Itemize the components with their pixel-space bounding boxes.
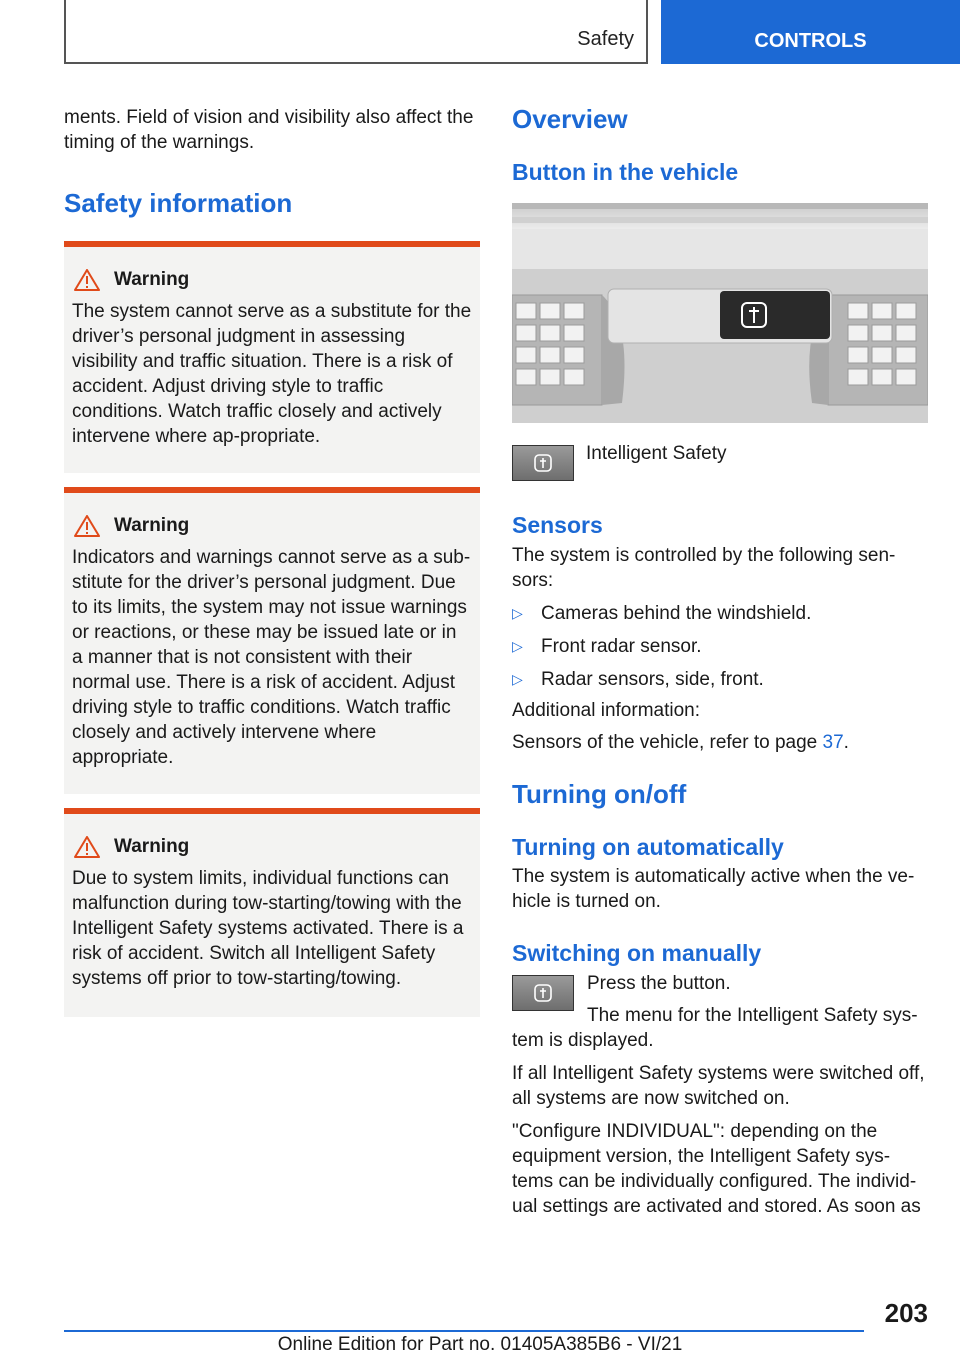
manual-paragraph-2: If all Intelligent Safety systems were switched off, all systems are now switched on. (512, 1063, 925, 1109)
warning-box-3 (64, 808, 480, 1017)
header-section-title: Safety (577, 28, 634, 50)
list-item: ▷ Cameras behind the windshield. (512, 603, 812, 624)
intelligent-safety-button-icon (512, 445, 574, 481)
warning-title: Warning (72, 269, 472, 291)
sensors-heading: Sensors (512, 512, 603, 538)
warning-triangle-icon (74, 269, 100, 291)
warning-triangle-icon (74, 515, 100, 537)
bullet-triangle-icon: ▷ (512, 638, 523, 654)
footer-divider (64, 1330, 864, 1332)
footer-edition: Online Edition for Part no. 01405A385B6 - VI/21 (277, 1334, 683, 1355)
manual-step-2: The menu for the Intelligent Safety sys‐tem is displayed. (512, 1005, 918, 1051)
safety-heading: Safety information (64, 188, 293, 218)
additional-info: Additional information: (512, 700, 700, 721)
button-heading: Button in the vehicle (512, 159, 739, 185)
intro-text: ments. Field of vision and visibility also affect the timing of the warnings. (64, 107, 474, 153)
warning-box-1 (64, 241, 480, 473)
auto-heading: Turning on automatically (512, 834, 784, 860)
warning-text: Due to system limits, individual functions can malfunction during tow-starting/towing with the Intelligent Safety systems activated. There is a risk of accident. Switch all Intelligent Safety systems off prior to tow-starting/towing. (72, 868, 464, 989)
warning-title: Warning (72, 515, 472, 537)
header-section-box (64, 0, 648, 64)
right-column (512, 100, 928, 1219)
warning-title: Warning (72, 836, 472, 858)
page-reference-link[interactable]: 37 (822, 732, 844, 753)
page-number: 203 (884, 1298, 928, 1328)
refer-line: Sensors of the vehicle, refer to page 37. (512, 732, 849, 753)
manual-step-1: Press the button. (587, 973, 731, 994)
manual-heading: Switching on manually (512, 940, 762, 966)
warning-triangle-icon (74, 836, 100, 858)
turning-heading: Turning on/off (512, 779, 687, 809)
header-chapter-tab: CONTROLS (661, 0, 960, 64)
button-legend (512, 443, 928, 481)
manual-steps (512, 971, 928, 1053)
overview-heading: Overview (512, 104, 628, 134)
list-item: ▷ Front radar sensor. (512, 636, 702, 657)
auto-text: The system is automatically active when the ve‐hicle is turned on. (512, 866, 915, 912)
warning-text: Indicators and warnings cannot serve as a sub‐stitute for the driver’s personal judgment. Due to its limits, the system may not issue warnings or reactions, or these may be issued late or in a manner that is not consistent with their normal use. There is a risk of accident. Adjust driving style to traffic conditions. Watch traffic closely and actively intervene where appropriate. (72, 547, 471, 768)
button-caption: Intelligent Safety (586, 443, 727, 464)
bullet-triangle-icon: ▷ (512, 671, 523, 687)
list-item: ▷ Radar sensors, side, front. (512, 669, 764, 690)
vehicle-button-photo (512, 203, 928, 423)
vehicle-console-illustration (512, 203, 928, 423)
manual-paragraph-3: "Configure INDIVIDUAL": depending on the equipment version, the Intelligent Safety sys‐tems can be individually configured. The individ‐ual settings are activated and stored. As soon as (512, 1121, 921, 1217)
sensors-intro: The system is controlled by the following sen‐sors: (512, 545, 896, 591)
bullet-triangle-icon: ▷ (512, 605, 523, 621)
left-column (64, 100, 480, 1017)
warning-box-2 (64, 487, 480, 794)
intelligent-safety-button-icon (512, 975, 574, 1011)
warning-text: The system cannot serve as a substitute for the driver’s personal judgment in assessing visibility and traffic situation. There is a risk of accident. Adjust driving style to traffic conditions. Watch traffic closely and actively intervene where ap‐propriate. (72, 301, 472, 447)
